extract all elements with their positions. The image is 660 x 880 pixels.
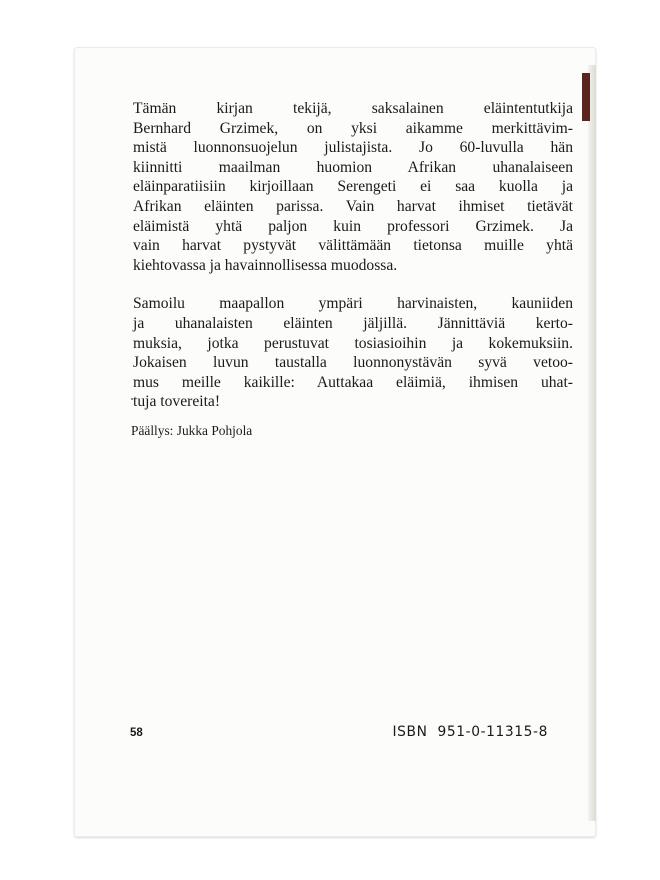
blurb-line: ja uhanalaisten eläinten jäljillä. Jännittäviä kerto- <box>133 314 573 332</box>
isbn: ISBN 951-0-11315-8 <box>392 724 548 740</box>
blurb-line: kiehtovassa ja havainnollisessa muodossa. <box>133 256 398 274</box>
blurb-line: muksia, jotka perustuvat tosiasioihin ja kokemuksiin. <box>133 334 573 352</box>
blurb-line: Afrikan eläinten parissa. Vain harvat ihmiset tietävät <box>133 197 573 215</box>
spine-edge <box>588 65 596 821</box>
blurb-line: tuja tovereita! <box>133 393 221 411</box>
blurb-text <box>133 99 573 431</box>
blurb-line: Samoilu maapallon ympäri harvinaisten, kauniiden <box>133 295 573 313</box>
blurb-line: Bernhard Grzimek, on yksi aikamme merkittävim- <box>133 119 573 137</box>
blurb-line: mistä luonnonsuojelun julistajista. Jo 60-luvulla hän <box>133 139 573 157</box>
series-code: 58 <box>130 727 143 739</box>
blurb-line: kiinnitti maailman huomion Afrikan uhanalaiseen <box>133 158 573 176</box>
blurb-line: vain harvat pystyvät välittämään tietonsa muille yhtä <box>133 237 573 255</box>
blurb-paragraph-1 <box>133 99 573 275</box>
blurb-line: mus meille kaikille: Auttakaa eläimiä, ihmisen uhat- <box>133 373 573 391</box>
blurb-paragraph-2 <box>133 294 573 412</box>
blurb-line: Tämän kirjan tekijä, saksalainen eläintentutkija <box>133 100 573 117</box>
dust-jacket-band <box>582 73 590 121</box>
blurb-line: eläimistä yhtä paljon kuin professori Grzimek. Ja <box>133 217 573 235</box>
ink-dot <box>131 398 133 400</box>
blurb-line: Jokaisen luvun taustalla luonnonystävän syvä vetoo- <box>133 354 573 372</box>
book-back-cover <box>74 47 596 837</box>
blurb-line: eläinparatiisiin kirjoillaan Serengeti ei saa kuolla ja <box>133 178 573 196</box>
cover-credit: Päällys: Jukka Pohjola <box>131 423 253 438</box>
